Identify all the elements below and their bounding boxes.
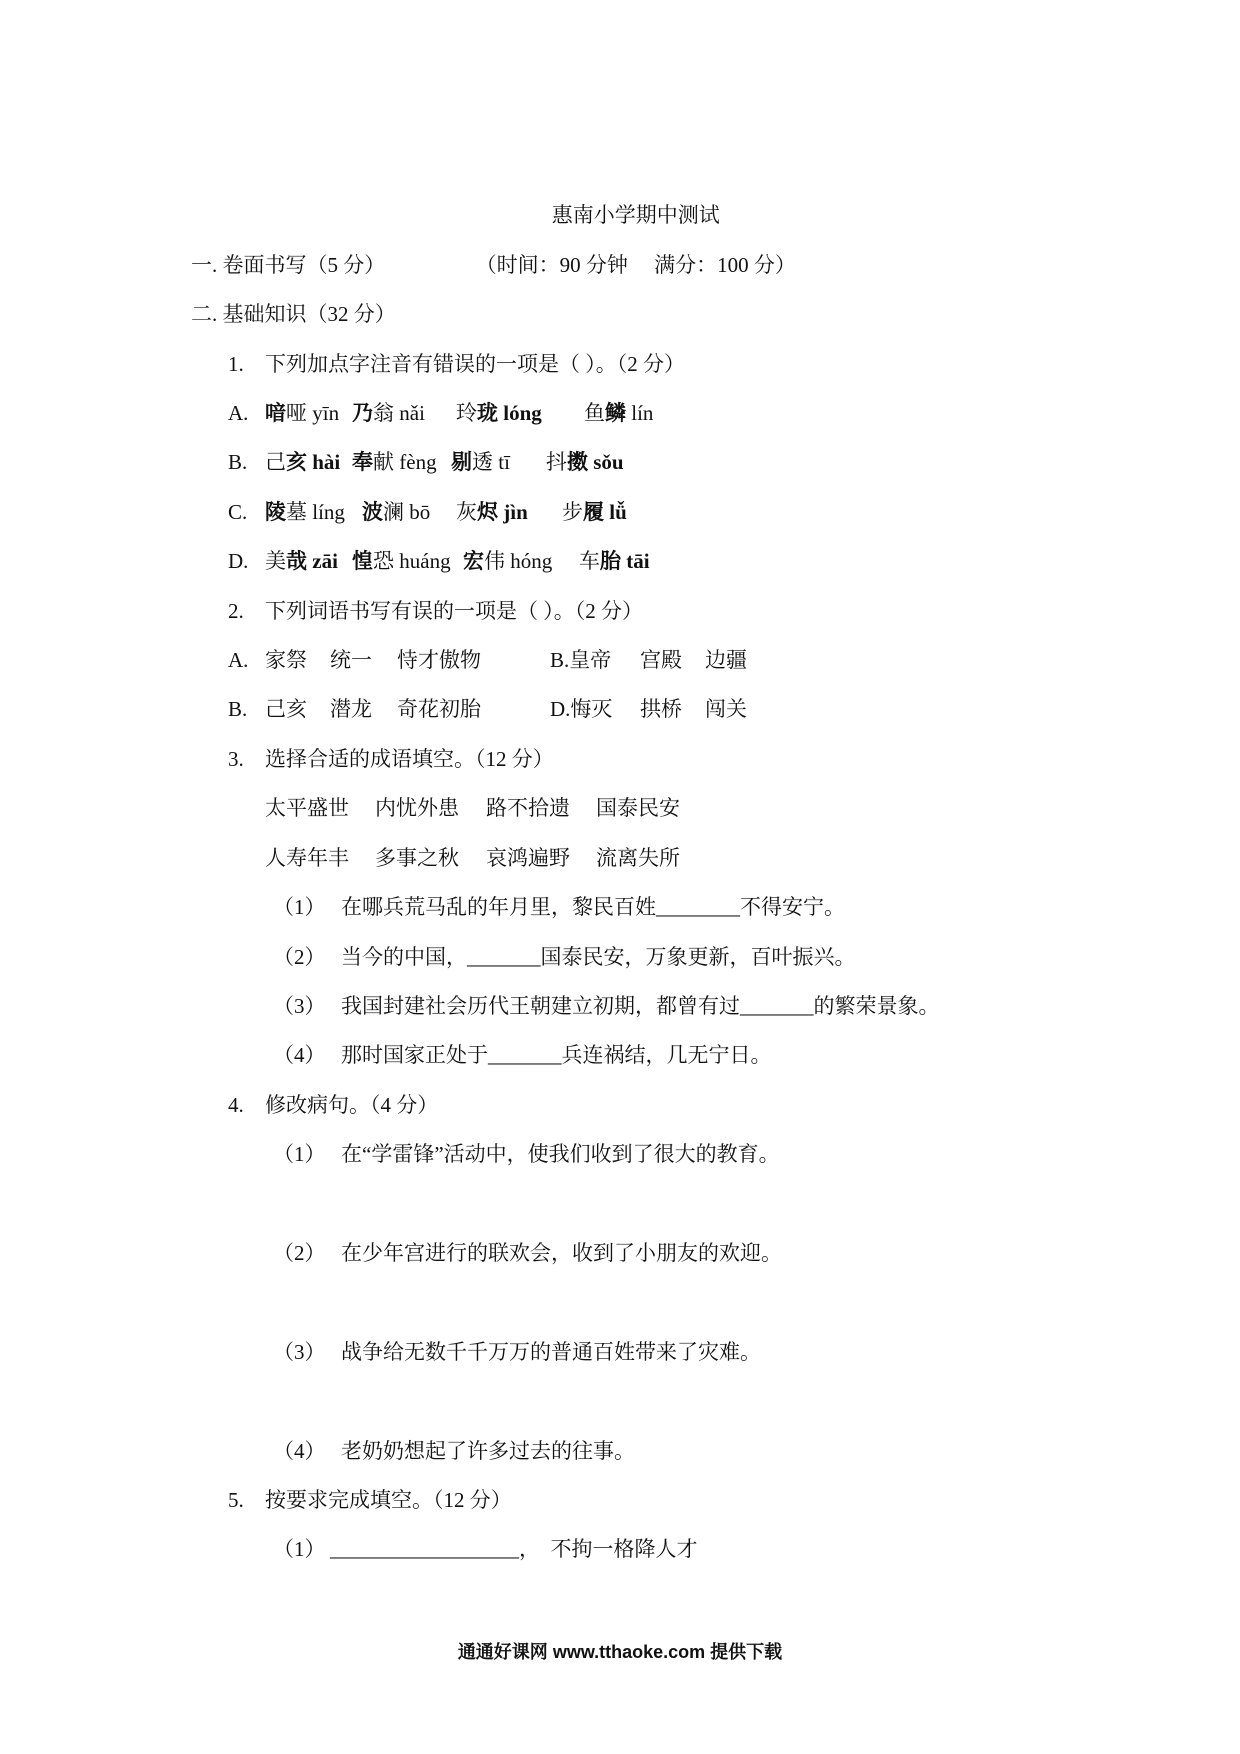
title-line [0, 142, 1240, 228]
option-word [584, 389, 653, 438]
dotted-char: 履 lǚ [583, 499, 627, 524]
word-char: 车 [579, 549, 600, 574]
idiom: 多事之秋 [375, 845, 459, 870]
word-char: 美 [265, 549, 286, 574]
word-char: 抖 [546, 450, 567, 475]
idiom: 哀鸿遍野 [486, 845, 570, 870]
sub-item-text: 老奶奶想起了许多过去的往事。 [341, 1438, 635, 1463]
q4-item-4 [0, 1427, 1240, 1476]
option-label: C. [228, 499, 248, 524]
option-label: A. [228, 648, 249, 673]
option-word [546, 438, 624, 487]
sub-item-text: 在“学雷锋”活动中，使我们收到了很大的教育。 [341, 1142, 780, 1167]
section-1 [0, 241, 1240, 290]
dotted-char: 陵 [265, 499, 286, 524]
q4-item-2 [0, 1229, 1240, 1278]
idiom: 国泰民安 [596, 796, 680, 821]
sub-item-text: 我国封建社会历代王朝建立初期，都曾有过_______的繁荣景象。 [341, 993, 940, 1018]
section-heading: 二. 基础知识（32 分） [191, 302, 396, 327]
sub-item-label: （3） [273, 1339, 326, 1364]
sub-item-text: 当今的中国，_______国泰民安，万象更新，百叶振兴。 [341, 944, 856, 969]
question-4 [0, 1081, 1240, 1130]
dotted-char: 胎 tāi [600, 549, 650, 574]
idiom-row-2 [0, 834, 1240, 883]
word-item: 宫殿 [640, 648, 682, 673]
dotted-char: 宏 [463, 549, 484, 574]
word-rest: 透 tī [472, 450, 510, 475]
sub-item-label: （4） [273, 1438, 326, 1463]
word-item: B.皇帝 [550, 648, 612, 673]
question-text: 选择合适的成语填空。（12 分） [265, 746, 554, 771]
question-number: 3. [228, 746, 244, 771]
option-word [352, 438, 437, 487]
question-1 [0, 340, 1240, 389]
page-title: 惠南小学期中测试 [551, 203, 720, 228]
word-item: 己亥 [265, 697, 307, 722]
question-number: 4. [228, 1092, 244, 1117]
idiom: 人寿年丰 [265, 845, 349, 870]
word-rest: 澜 bō [383, 499, 431, 524]
word-rest: 献 fèng [373, 450, 437, 475]
dotted-char: 波 [362, 499, 383, 524]
dotted-char: 烬 jìn [477, 499, 528, 524]
word-item: 拱桥 [640, 697, 682, 722]
sub-item-label: （1） [273, 1537, 326, 1562]
sub-item-label: （1） [273, 1142, 326, 1167]
question-5 [0, 1476, 1240, 1525]
word-char: 鱼 [584, 401, 605, 426]
word-item: 统一 [330, 648, 372, 673]
dotted-char: 惶 [352, 549, 373, 574]
option-word [265, 438, 340, 487]
q1-option-a [0, 389, 1240, 438]
word-item: 奇花初胎 [397, 697, 481, 722]
word-rest: 恐 huáng [373, 549, 451, 574]
idiom-row-1 [0, 784, 1240, 833]
question-2 [0, 587, 1240, 636]
question-text: 修改病句。（4 分） [265, 1092, 439, 1117]
option-word [562, 488, 627, 537]
q1-option-c [0, 488, 1240, 537]
option-word [265, 389, 339, 438]
exam-body [0, 142, 1240, 1575]
dotted-char: 哉 zāi [286, 549, 338, 574]
q3-item-3 [0, 982, 1240, 1031]
sub-item-text: 在少年宫进行的联欢会，收到了小朋友的欢迎。 [341, 1240, 782, 1265]
q5-item-1 [0, 1525, 1240, 1574]
dotted-char: 乃 [352, 401, 373, 426]
question-number: 2. [228, 598, 244, 623]
question-number: 1. [228, 351, 244, 376]
dotted-char: 亥 hài [286, 450, 341, 475]
idiom: 流离失所 [596, 845, 680, 870]
option-word [352, 537, 451, 586]
section-heading: 一. 卷面书写（5 分） [191, 252, 386, 277]
word-item: 边疆 [705, 648, 747, 673]
sub-item-label: （1） [273, 895, 326, 920]
word-item: 家祭 [265, 648, 307, 673]
word-rest: 翁 nǎi [373, 401, 425, 426]
option-word [456, 389, 542, 438]
q3-item-2 [0, 933, 1240, 982]
dotted-char: 擞 sǒu [567, 450, 624, 475]
option-word [265, 488, 345, 537]
idiom: 内忧外患 [375, 796, 459, 821]
word-char: 步 [562, 499, 583, 524]
option-label: B. [228, 697, 248, 722]
option-label: A. [228, 401, 249, 426]
q3-item-4 [0, 1031, 1240, 1080]
word-item: 恃才傲物 [397, 648, 481, 673]
option-word [451, 438, 510, 487]
option-label: D. [228, 549, 249, 574]
word-item: 闯关 [705, 697, 747, 722]
dotted-char: 剔 [451, 450, 472, 475]
option-word [352, 389, 425, 438]
sub-item-label: （3） [273, 993, 326, 1018]
q1-option-d [0, 537, 1240, 586]
sub-item-label: （2） [273, 944, 326, 969]
word-rest: 墓 líng [286, 499, 345, 524]
word-char: 玲 [456, 401, 477, 426]
sub-item-label: （4） [273, 1043, 326, 1068]
sub-item-text: __________________， 不拘一格降人才 [330, 1537, 698, 1562]
sub-item-text: 在哪兵荒马乱的年月里，黎民百姓________不得安宁。 [341, 895, 845, 920]
option-label: B. [228, 450, 248, 475]
sub-item-text: 那时国家正处于_______兵连祸结，几无宁日。 [341, 1043, 772, 1068]
q4-item-1 [0, 1130, 1240, 1179]
q3-item-1 [0, 883, 1240, 932]
word-item: 潜龙 [330, 697, 372, 722]
dotted-char: 奉 [352, 450, 373, 475]
word-char: 灰 [456, 499, 477, 524]
option-word [362, 488, 430, 537]
option-word [265, 537, 338, 586]
question-text: 下列词语书写有误的一项是（ ）。（2 分） [265, 598, 643, 623]
word-rest: 哑 yīn [286, 401, 340, 426]
pinyin: lín [626, 401, 654, 426]
question-number: 5. [228, 1487, 244, 1512]
sub-item-text: 战争给无数千千万万的普通百姓带来了灾难。 [341, 1339, 761, 1364]
dotted-char: 鳞 [605, 401, 626, 426]
q2-row-1 [0, 636, 1240, 685]
page-subtitle: （时间：90 分钟 满分：100 分） [475, 252, 796, 277]
q1-option-b [0, 438, 1240, 487]
word-char: 己 [265, 450, 286, 475]
dotted-char: 珑 lóng [477, 401, 542, 426]
option-word [463, 537, 552, 586]
dotted-char: 喑 [265, 401, 286, 426]
q4-item-3 [0, 1328, 1240, 1377]
option-word [456, 488, 528, 537]
idiom: 路不拾遗 [486, 796, 570, 821]
download-footer: 通通好课网 www.tthaoke.com 提供下载 [457, 1642, 783, 1662]
sub-item-label: （2） [273, 1240, 326, 1265]
question-text: 按要求完成填空。（12 分） [265, 1487, 512, 1512]
idiom: 太平盛世 [265, 796, 349, 821]
option-word [579, 537, 650, 586]
word-rest: 伟 hóng [484, 549, 553, 574]
question-3 [0, 735, 1240, 784]
q2-row-2 [0, 685, 1240, 734]
section-2 [0, 290, 1240, 339]
question-text: 下列加点字注音有错误的一项是（ ）。（2 分） [265, 351, 685, 376]
word-item: D.悔灭 [550, 697, 613, 722]
